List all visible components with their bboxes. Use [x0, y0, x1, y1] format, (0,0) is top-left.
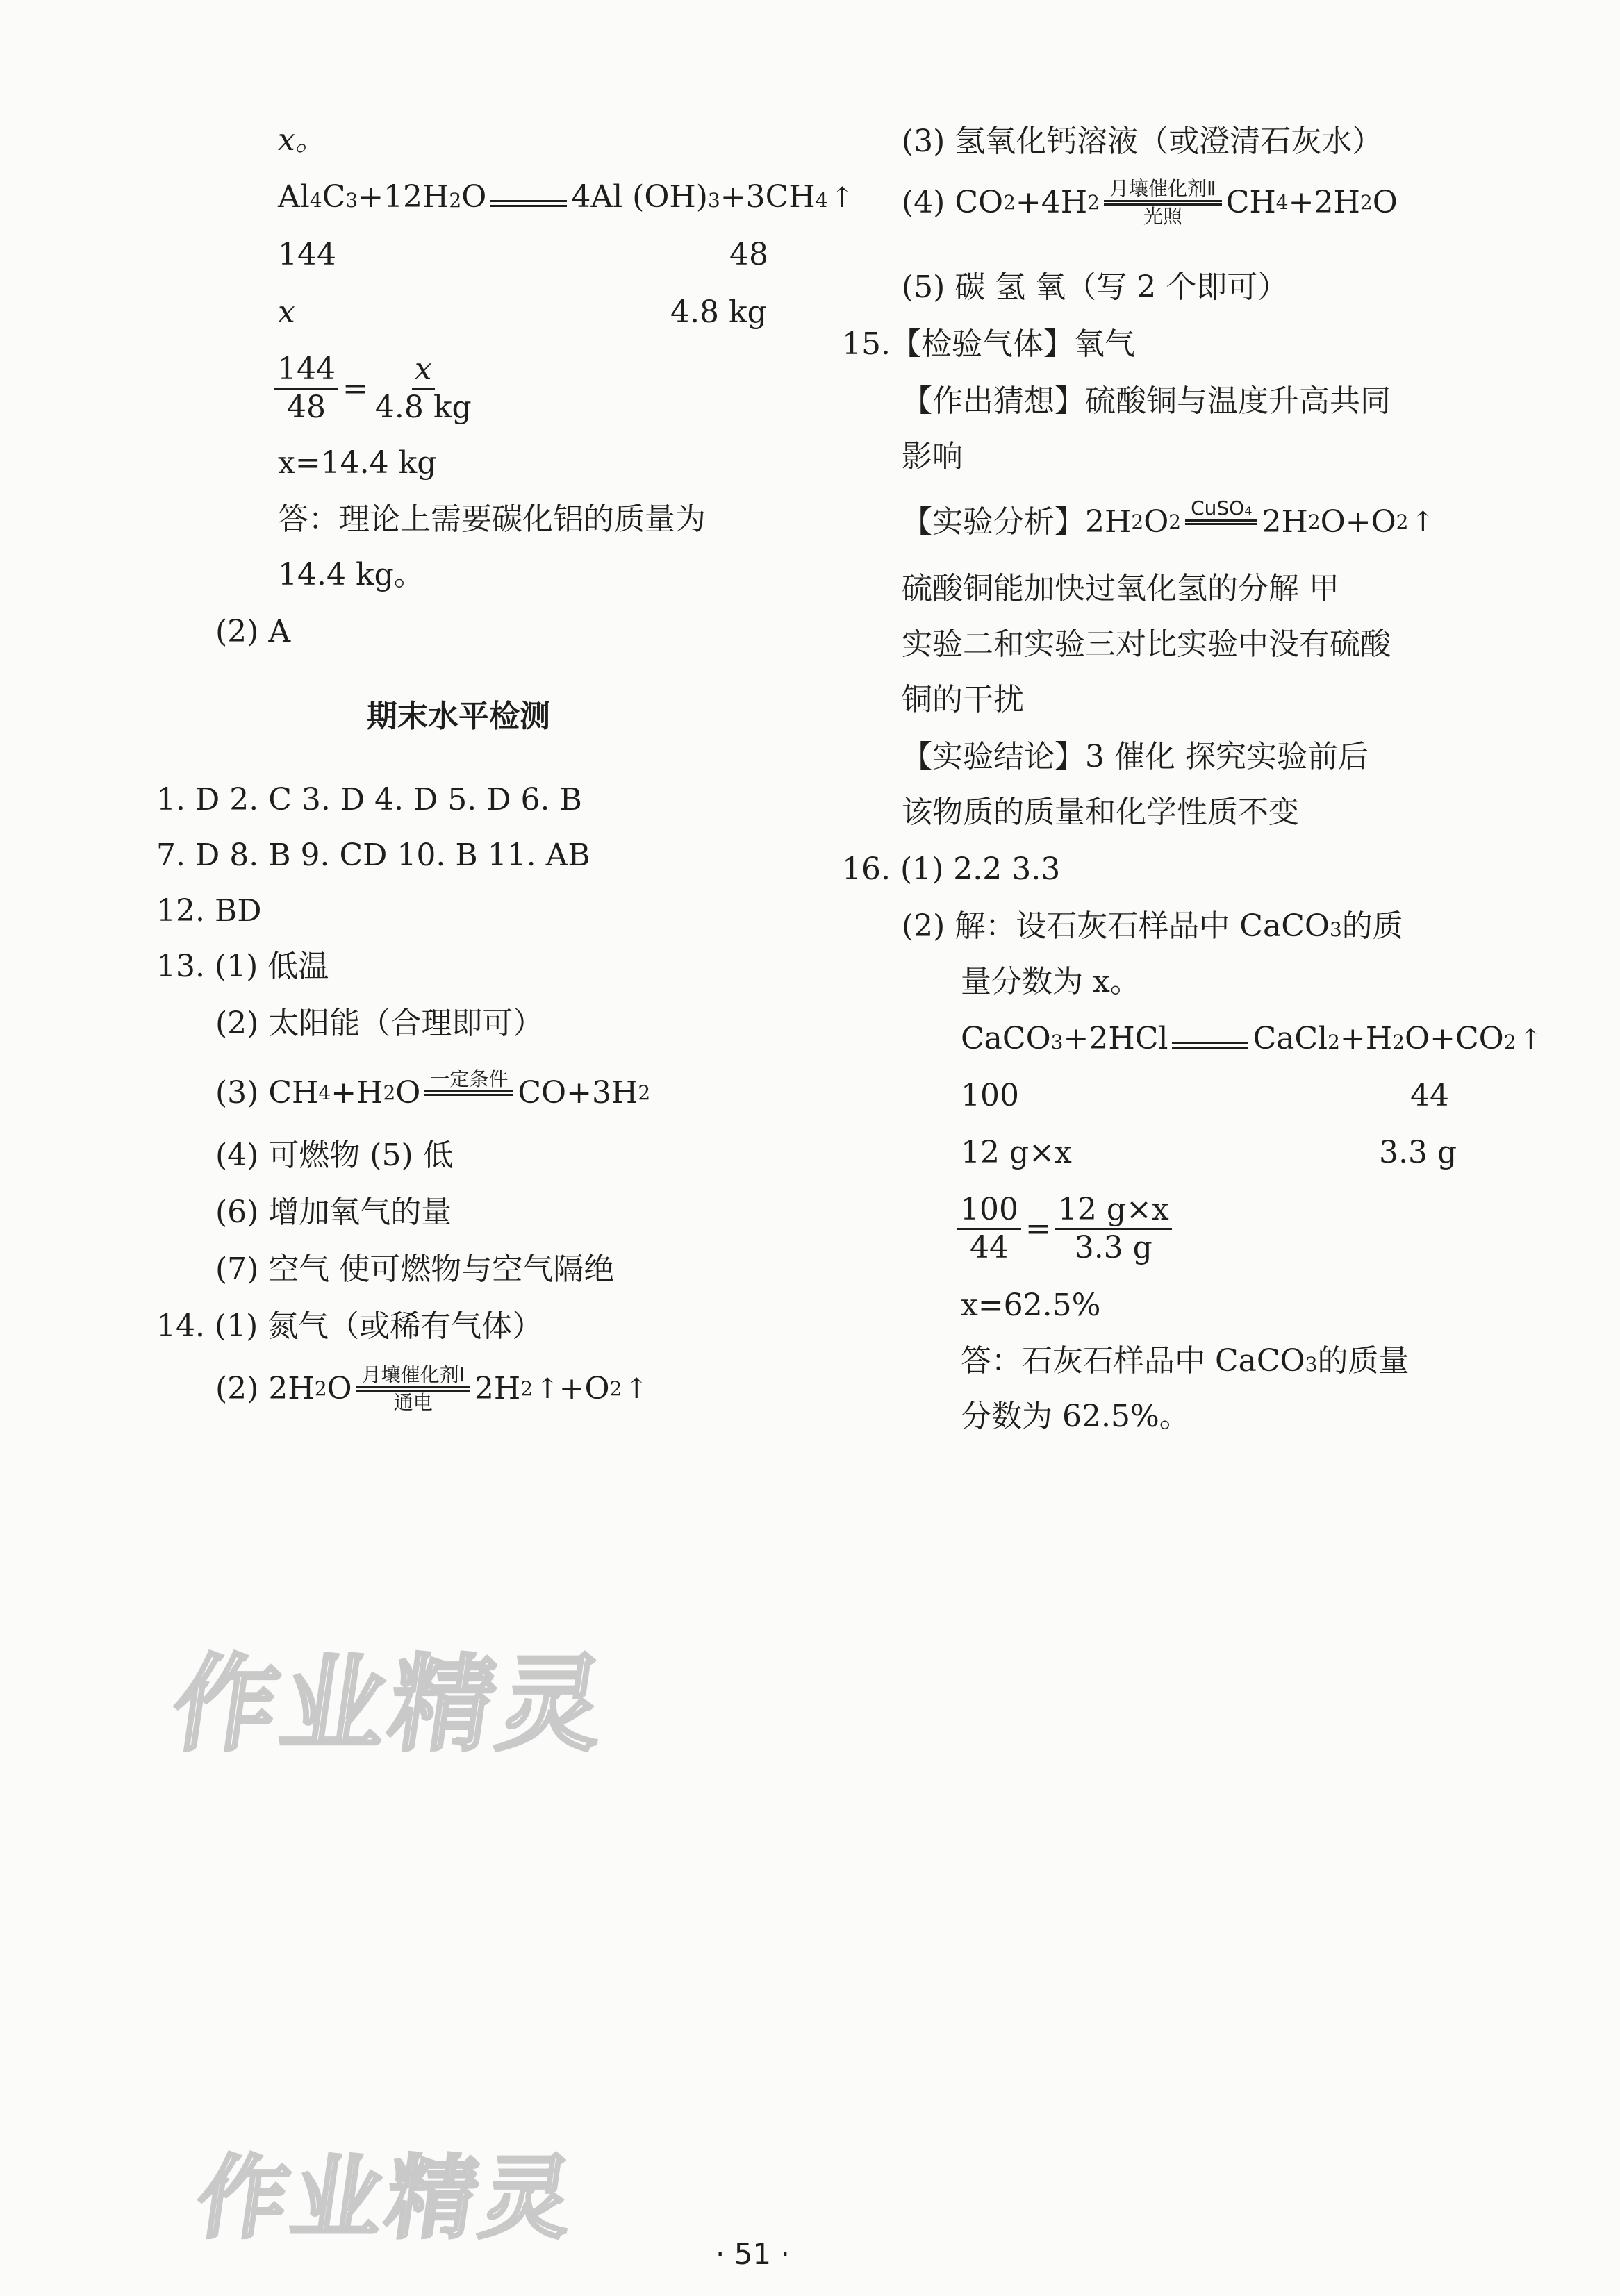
q15-2-line2: 影响: [902, 439, 963, 474]
gas-arrow-icon: ↑: [830, 182, 854, 214]
mass-ratio-a: 144: [278, 237, 336, 272]
q15-5-line1: 实验二和实验三对比实验中没有硫酸: [902, 626, 1391, 662]
q15-2-line1: 【作出猜想】硫酸铜与温度升高共同: [902, 383, 1391, 419]
q14-5: (5) 碳 氢 氧（写 2 个即可）: [902, 269, 1289, 305]
q14-4-equation: (4) CO 2 +4H 2 月壤催化剂Ⅱ 光照 CH 4 +2H 2 O: [902, 177, 1398, 228]
mc-row-3: 12. BD: [156, 893, 262, 929]
mc-row-1: 1. D 2. C 3. D 4. D 5. D 6. B: [156, 782, 582, 817]
mass-ratio-d: 44: [1410, 1078, 1449, 1113]
q13-3-equation: (3) CH 4 +H 2 O 一定条件 CO+3H 2: [215, 1070, 650, 1117]
q16-2-line2: 量分数为 x。: [961, 964, 1141, 999]
gas-arrow-icon: ↑: [625, 1373, 648, 1405]
q13-1: 13. (1) 低温: [156, 949, 329, 984]
q15-3-equation: 【实验分析】2H 2 O 2 CuSO₄ 2H 2 O+O 2 ↑: [902, 499, 1435, 546]
reaction-condition: 月壤催化剂Ⅱ 光照: [1104, 179, 1222, 226]
result-2: x=62.5%: [961, 1288, 1101, 1323]
equation-al4c3: Al 4 C 3 +12H 2 O 4Al (OH) 3 +3CH 4 ↑: [278, 179, 854, 215]
q2-answer: (2) A: [215, 614, 291, 649]
q13-4: (4) 可燃物 (5) 低: [215, 1138, 454, 1173]
result-1: x=14.4 kg: [278, 445, 437, 481]
known-b: 4.8 kg: [670, 294, 767, 330]
section-title: 期末水平检测: [367, 699, 550, 734]
mass-ratio-b: 48: [729, 237, 768, 272]
equation-caco3: CaCO 3 +2HCl CaCl 2 +H 2 O+CO 2 ↑: [961, 1021, 1543, 1056]
proportion-1: $\frac{144}{48}$ = $\frac{x}{4.8 kg}$: [274, 354, 474, 423]
answer-2-line2: 分数为 62.5%。: [961, 1399, 1190, 1434]
q15-6-line2: 该物质的质量和化学性质不变: [902, 795, 1299, 830]
q13-6: (6) 增加氧气的量: [215, 1195, 452, 1230]
q16-1: 16. (1) 2.2 3.3: [842, 851, 1061, 887]
q15-6-line1: 【实验结论】3 催化 探究实验前后: [902, 739, 1369, 774]
q14-3: (3) 氢氧化钙溶液（或澄清石灰水）: [902, 124, 1383, 159]
unknown-a: x: [278, 294, 295, 330]
mass-ratio-c: 100: [961, 1078, 1019, 1113]
q14-2-equation: (2) 2H 2 O 月壤催化剂Ⅰ 通电 2H 2 ↑ +O 2 ↑: [215, 1363, 648, 1414]
reaction-condition: CuSO₄: [1185, 499, 1257, 546]
gas-arrow-icon: ↑: [1519, 1024, 1543, 1056]
q13-2: (2) 太阳能（合理即可）: [215, 1006, 544, 1041]
mc-row-2: 7. D 8. B 9. CD 10. B 11. AB: [156, 838, 590, 873]
answer-1-line1: 答：理论上需要碳化铝的质量为: [278, 501, 706, 537]
q15-5-line2: 铜的干扰: [902, 682, 1024, 717]
gas-arrow-icon: ↑: [536, 1373, 559, 1405]
watermark-logo-footer: 作业精灵: [190, 2145, 584, 2251]
q14-1: 14. (1) 氮气（或稀有气体）: [156, 1308, 543, 1344]
reaction-condition: 一定条件: [424, 1070, 513, 1117]
equals-bar: [490, 200, 567, 207]
answer-1-line2: 14.4 kg。: [278, 557, 424, 592]
answer-2-line1: 答：石灰石样品中 CaCO 3 的质量: [961, 1343, 1410, 1379]
unknown-c: 12 g×x: [961, 1135, 1072, 1170]
page-number: · 51 ·: [716, 2237, 790, 2271]
q15-4: 硫酸铜能加快过氧化氢的分解 甲: [902, 571, 1339, 606]
left-line-x: x。: [278, 122, 326, 158]
watermark-logo: 作业精灵: [165, 1645, 616, 1765]
equals-bar: [1172, 1042, 1248, 1049]
q13-7: (7) 空气 使可燃物与空气隔绝: [215, 1251, 615, 1287]
known-d: 3.3 g: [1379, 1135, 1457, 1170]
q15-1: 15.【检验气体】氧气: [842, 326, 1135, 362]
proportion-2: $\frac{100}{44}$ = $\frac{12 g\times x}{3.3 g}$: [957, 1195, 1172, 1263]
reaction-condition: 月壤催化剂Ⅰ 通电: [356, 1365, 470, 1413]
gas-arrow-icon: ↑: [1411, 506, 1435, 538]
q16-2-line1: (2) 解：设石灰石样品中 CaCO 3 的质: [902, 908, 1403, 944]
